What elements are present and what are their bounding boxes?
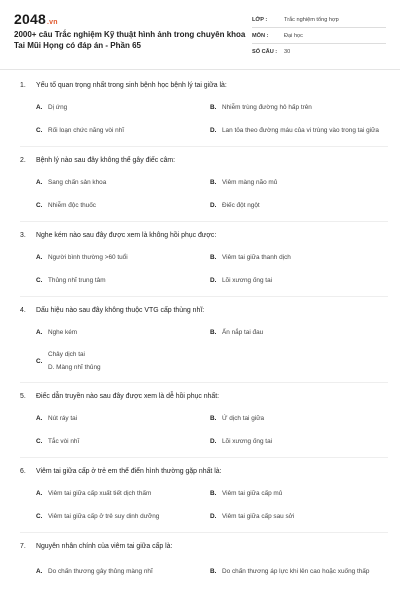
option-text: Nhiễm độc thuốc (48, 202, 96, 209)
question-divider (20, 382, 388, 383)
option-text: Sang chấn sản khoa (48, 179, 107, 186)
option-text: Dị ứng (48, 104, 68, 111)
question-divider (20, 146, 388, 147)
option-letter: C. (36, 357, 43, 365)
question-stem: Dấu hiệu nào sau đây không thuộc VTG cấp thủng nhĩ: (36, 307, 205, 314)
option-letter: A. (36, 490, 43, 497)
option-letter: D. (210, 513, 217, 520)
option-letter: B. (210, 415, 217, 422)
option-letter: A. (36, 254, 43, 261)
option-b[interactable] (210, 171, 384, 194)
option-letter: C. (36, 513, 43, 520)
option-d[interactable] (210, 430, 384, 453)
question-number: 6. (20, 468, 26, 475)
option-text: Rối loạn chức năng vòi nhĩ (48, 127, 125, 134)
document-title: 2000+ câu Trắc nghiệm Kỹ thuật hình ảnh trong chuyên khoa Tai Mũi Họng có đáp án - Phần 65 (14, 30, 246, 50)
option-letter: A. (36, 567, 43, 575)
question-text (20, 80, 388, 96)
question-stem: Viêm tai giữa cấp ở trẻ em thể điển hình thường gặp nhất là: (36, 468, 222, 475)
question-text (20, 541, 388, 557)
question-divider (20, 457, 388, 458)
question-list (0, 80, 400, 585)
question-text (20, 230, 388, 246)
option-letter: D. (210, 127, 217, 134)
question-number: 3. (20, 232, 26, 239)
question-stem: Điếc dẫn truyền nào sau đây được xem là dễ hồi phục nhất: (36, 393, 220, 400)
question-stem: Nguyên nhân chính của viêm tai giữa cấp là: (36, 543, 173, 550)
option-letter: B. (210, 179, 217, 186)
option-a[interactable] (36, 96, 210, 119)
option-letter: B. (210, 254, 217, 261)
option-text: Viêm màng não mủ (222, 179, 278, 186)
option-text: Nhiễm trùng đường hô hấp trên (222, 104, 312, 111)
option-text: Do chấn thương áp lực khi lên cao hoặc xuống thấp (222, 567, 370, 575)
answer-options (20, 407, 388, 453)
option-c[interactable] (36, 119, 210, 142)
option-c[interactable] (36, 505, 210, 528)
question-text (20, 391, 388, 407)
option-letter: B. (210, 104, 217, 111)
option-letter: B. (210, 329, 217, 336)
option-text: Do chấn thương gây thủng màng nhĩ (48, 567, 153, 575)
option-a[interactable] (36, 171, 210, 194)
option-text: Nghe kém (48, 329, 78, 336)
question-1 (0, 80, 400, 147)
question-2 (0, 155, 400, 222)
question-number: 2. (20, 157, 26, 164)
option-text: Ứ dịch tai giữa (222, 415, 265, 422)
question-number: 5. (20, 393, 26, 400)
question-divider (20, 296, 388, 297)
option-d[interactable] (210, 269, 384, 292)
option-text: Viêm tai giữa thanh dịch (222, 254, 291, 261)
question-3 (0, 230, 400, 297)
question-7 (0, 541, 400, 585)
option-text: Viêm tai giữa cấp sau sởi (222, 513, 295, 520)
option-b[interactable] (210, 321, 384, 344)
question-number: 4. (20, 307, 26, 314)
option-text: Viêm tai giữa cấp ở trẻ suy dinh dưỡng (48, 513, 160, 520)
option-text: Lõi xương ống tai (222, 277, 273, 284)
option-b[interactable] (210, 557, 384, 585)
document-header (0, 0, 400, 64)
option-letter: B. (210, 567, 217, 575)
option-b[interactable] (210, 246, 384, 269)
option-d[interactable] (210, 194, 384, 217)
option-letter: C. (36, 277, 43, 284)
option-letter: A. (36, 329, 43, 336)
meta-key: SỐ CÂU : (252, 48, 278, 55)
document-meta (252, 12, 386, 59)
option-a[interactable] (36, 407, 210, 430)
option-letter: A. (36, 179, 43, 186)
question-6 (0, 466, 400, 533)
answer-options (20, 96, 388, 142)
option-letter: C. (36, 202, 43, 209)
option-stack (48, 350, 101, 372)
option-letter: A. (36, 104, 43, 111)
question-text (20, 155, 388, 171)
option-text: Điếc đột ngột (222, 202, 260, 209)
option-c[interactable] (36, 344, 384, 378)
option-d[interactable] (210, 119, 384, 142)
question-number: 1. (20, 82, 26, 89)
option-text-merged: D. Màng nhĩ thủng (48, 364, 101, 371)
option-text: Thủng nhĩ trung tâm (48, 277, 106, 284)
meta-value: Đại học (284, 32, 303, 39)
answer-options (20, 482, 388, 528)
option-text: Viêm tai giữa cấp mủ (222, 490, 283, 497)
option-letter: B. (210, 490, 217, 497)
option-d[interactable] (210, 505, 384, 528)
meta-key: LỚP : (252, 16, 268, 23)
meta-row-count (252, 44, 386, 59)
option-text: Nút ráy tai (48, 415, 78, 422)
answer-options (20, 171, 388, 217)
question-5 (0, 391, 400, 458)
header-divider (0, 69, 400, 70)
option-c[interactable] (36, 269, 210, 292)
option-text: Viêm tai giữa cấp xuất tiết dịch thấm (48, 490, 152, 497)
site-logo[interactable] (14, 11, 58, 27)
question-stem: Nghe kém nào sau đây được xem là không hồi phục được: (36, 232, 217, 239)
question-text (20, 466, 388, 482)
question-stem: Bệnh lý nào sau đây không thể gây điếc câm: (36, 157, 176, 164)
option-letter: D. (210, 277, 217, 284)
meta-value: 30 (284, 48, 291, 55)
option-letter: A. (36, 415, 43, 422)
option-b[interactable] (210, 407, 384, 430)
option-a[interactable] (36, 557, 210, 585)
option-text: Tắc vòi nhĩ (48, 438, 80, 445)
question-number: 7. (20, 543, 26, 550)
answer-options (20, 557, 388, 585)
option-b[interactable] (210, 482, 384, 505)
option-b[interactable] (210, 96, 384, 119)
answer-options (20, 321, 388, 378)
option-text: Ấn nắp tai đau (222, 329, 264, 336)
question-stem: Yếu tố quan trọng nhất trong sinh bệnh học bệnh lý tai giữa là: (36, 82, 227, 89)
meta-key: MÔN : (252, 32, 269, 39)
question-divider (20, 221, 388, 222)
option-letter: C. (36, 127, 43, 134)
option-text: Lan tỏa theo đường máu của vi trùng vào trong tai giữa (222, 127, 379, 134)
logo-text: 2048 (14, 11, 46, 27)
option-c[interactable] (36, 430, 210, 453)
question-text (20, 305, 388, 321)
option-text: Người bình thường >60 tuổi (48, 254, 128, 261)
meta-row-class (252, 12, 386, 28)
option-c[interactable] (36, 194, 210, 217)
option-a[interactable] (36, 246, 210, 269)
meta-row-subject (252, 28, 386, 44)
option-a[interactable] (36, 482, 210, 505)
question-divider (20, 532, 388, 533)
option-text: Lõi xương ống tai (222, 438, 273, 445)
logo-domain: .vn (46, 19, 58, 26)
option-letter: D. (210, 438, 217, 445)
option-a[interactable] (36, 321, 210, 344)
answer-options (20, 246, 388, 292)
meta-value: Trắc nghiệm tổng hợp (284, 16, 339, 23)
option-letter: D. (210, 202, 217, 209)
option-letter: C. (36, 438, 43, 445)
option-text: Chảy dịch tai (48, 351, 85, 358)
question-4 (0, 305, 400, 383)
